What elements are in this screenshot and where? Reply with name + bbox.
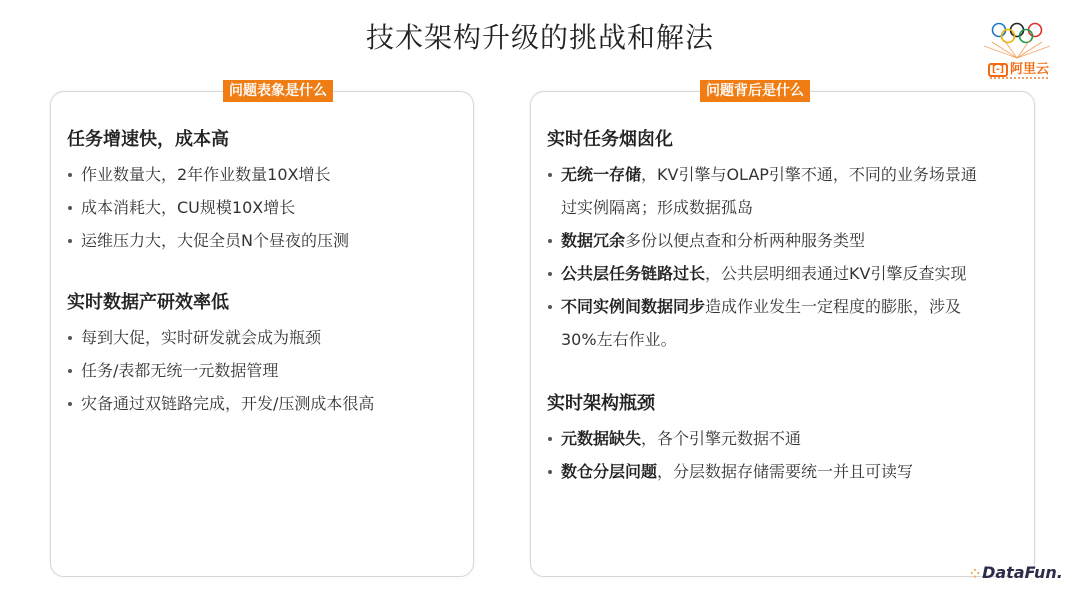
aliyun-tagline: [990, 77, 1048, 79]
list-item-text-continued: 过实例隔离；形成数据孤岛: [561, 198, 754, 217]
aliyun-logo: [988, 58, 1048, 78]
list-item: [547, 158, 1024, 224]
left-panel-content: [67, 122, 463, 420]
list-item-text: 多份以便点查和分析两种服务类型: [625, 231, 866, 250]
section-heading: 实时任务烟囱化: [547, 129, 673, 150]
right-tag-label: 问题背后是什么: [700, 80, 810, 102]
list-item-bold: 公共层任务链路过长: [561, 264, 706, 283]
list-item-bold: 数仓分层问题: [561, 462, 658, 481]
datafun-dots-icon: ⁘: [970, 567, 981, 581]
page-title: 技术架构升级的挑战和解法: [365, 21, 714, 54]
list-item: [547, 422, 1024, 455]
list-item: 灾备通过双链路完成，开发/压测成本很高: [67, 387, 463, 420]
list-item-text-continued: 30%左右作业。: [561, 330, 677, 349]
list-item-text: ，各个引擎元数据不通: [641, 429, 802, 448]
section-heading: 实时架构瓶颈: [547, 393, 655, 414]
left-tag-label: 问题表象是什么: [223, 80, 333, 102]
list-item-text: ，公共层明细表通过KV引擎反查实现: [705, 264, 967, 283]
bullet-list: [67, 158, 463, 257]
list-item-bold: 数据冗余: [561, 231, 626, 250]
left-panel: [50, 91, 474, 577]
list-item: [547, 455, 1024, 488]
list-item: 运维压力大，大促全员N个昼夜的压测: [67, 224, 463, 257]
list-item: [547, 290, 1024, 356]
list-item: [547, 257, 1024, 290]
list-item: 作业数量大，2年作业数量10X增长: [67, 158, 463, 191]
bullet-list: [67, 321, 463, 420]
right-panel: [530, 91, 1035, 577]
list-item-text: ，分层数据存储需要统一并且可读写: [657, 462, 914, 481]
list-item: 每到大促，实时研发就会成为瓶颈: [67, 321, 463, 354]
list-item-bold: 元数据缺失: [561, 429, 642, 448]
list-item-bold: 不同实例间数据同步: [561, 297, 706, 316]
bullet-list: [547, 422, 1024, 488]
list-item: [547, 224, 1024, 257]
sun-rays-icon: [980, 40, 1054, 60]
list-item-text: 造成作业发生一定程度的膨胀，涉及: [705, 297, 962, 316]
aliyun-logo-text: 阿里云: [1009, 62, 1049, 77]
datafun-logo: [970, 563, 1063, 582]
datafun-logo-text: DataFun.: [982, 563, 1063, 582]
section-heading: 实时数据产研效率低: [67, 292, 229, 313]
bullet-list: [547, 158, 1024, 356]
list-item: 任务/表都无统一元数据管理: [67, 354, 463, 387]
list-item-text: ，KV引擎与OLAP引擎不通，不同的业务场景通: [641, 165, 977, 184]
right-panel-content: [547, 122, 1024, 488]
section-heading: 任务增速快，成本高: [67, 129, 229, 150]
list-item-bold: 无统一存储: [561, 165, 642, 184]
aliyun-box-icon: [-]: [988, 63, 1008, 77]
list-item: 成本消耗大，CU规模10X增长: [67, 191, 463, 224]
